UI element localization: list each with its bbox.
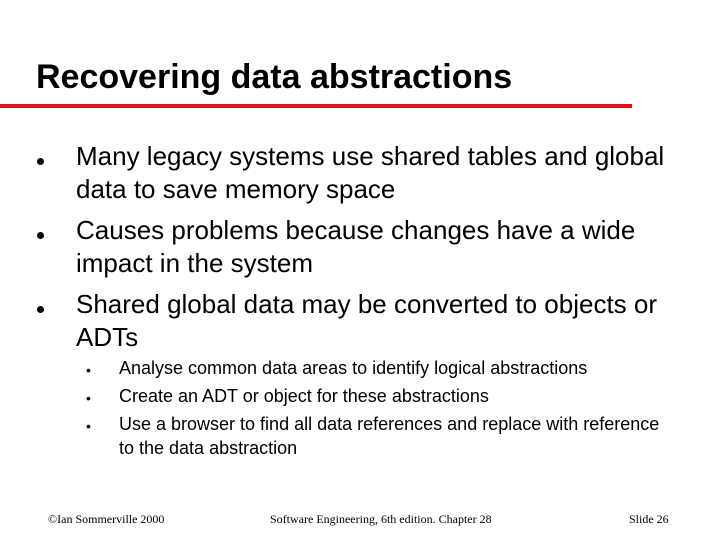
bullet-text: Shared global data may be converted to objects or ADTs [76, 289, 658, 352]
sub-bullet-text: Create an ADT or object for these abstractions [119, 386, 489, 406]
sub-bullet-icon: • [86, 362, 91, 378]
sub-bullet-icon: • [86, 418, 91, 434]
bullet-dot-icon [37, 158, 44, 165]
bullet-text: Causes problems because changes have a wide impact in the system [76, 215, 636, 278]
bullet-text: Many legacy systems use shared tables and global data to save memory space [76, 141, 665, 204]
slide-title: Recovering data abstractions [36, 58, 513, 96]
footer-copyright: ©Ian Sommerville 2000 [48, 512, 165, 526]
bullet-dot-icon [37, 306, 44, 313]
bullet-dot-icon [37, 232, 44, 239]
title-underline [0, 104, 632, 108]
sub-bullet-icon: • [86, 390, 91, 406]
sub-bullet-text: Analyse common data areas to identify logical abstractions [119, 358, 588, 378]
footer-book-title: Software Engineering, 6th edition. Chapter 28 [270, 512, 492, 526]
footer-slide-number: Slide 26 [629, 512, 669, 526]
sub-bullet-text: Use a browser to find all data references and replace with reference to the data abstraction [119, 414, 660, 458]
